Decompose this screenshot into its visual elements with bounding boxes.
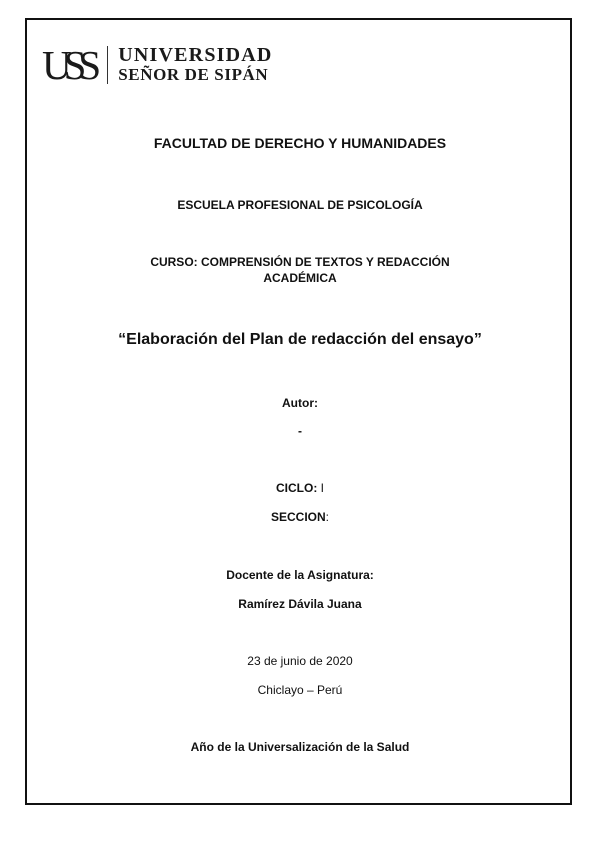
- cycle-line: [0, 481, 600, 495]
- date-text: 23 de junio de 2020: [247, 654, 353, 668]
- university-logo: [42, 44, 273, 86]
- school-heading: ESCUELA PROFESIONAL DE PSICOLOGÍA: [177, 198, 423, 212]
- course-line-2: ACADÉMICA: [263, 271, 337, 285]
- section-value: :: [325, 510, 330, 524]
- year-motto: Año de la Universalización de la Salud: [190, 740, 410, 754]
- logo-wordmark: [118, 46, 272, 84]
- cycle-label: CICLO:: [276, 481, 318, 495]
- teacher-label: Docente de la Asignatura:: [226, 568, 374, 582]
- author-value: -: [298, 424, 302, 438]
- section-line: [0, 510, 600, 524]
- document-title: “Elaboración del Plan de redacción del ensayo”: [118, 331, 482, 348]
- course-heading: [0, 254, 600, 286]
- course-line-1: CURSO: COMPRENSIÓN DE TEXTOS Y REDACCIÓN: [150, 255, 450, 269]
- logo-line-1: UNIVERSIDAD: [118, 44, 273, 66]
- uss-logo-mark: USS: [42, 42, 94, 88]
- logo-divider: [107, 46, 108, 84]
- author-label: Autor:: [282, 396, 318, 410]
- section-label: SECCION: [270, 510, 326, 524]
- faculty-heading: FACULTAD DE DERECHO Y HUMANIDADES: [153, 135, 447, 151]
- location-text: Chiclayo – Perú: [257, 683, 343, 697]
- teacher-name: Ramírez Dávila Juana: [238, 597, 362, 611]
- cycle-value: I: [317, 481, 324, 495]
- logo-line-2: SEÑOR DE SIPÁN: [118, 65, 269, 84]
